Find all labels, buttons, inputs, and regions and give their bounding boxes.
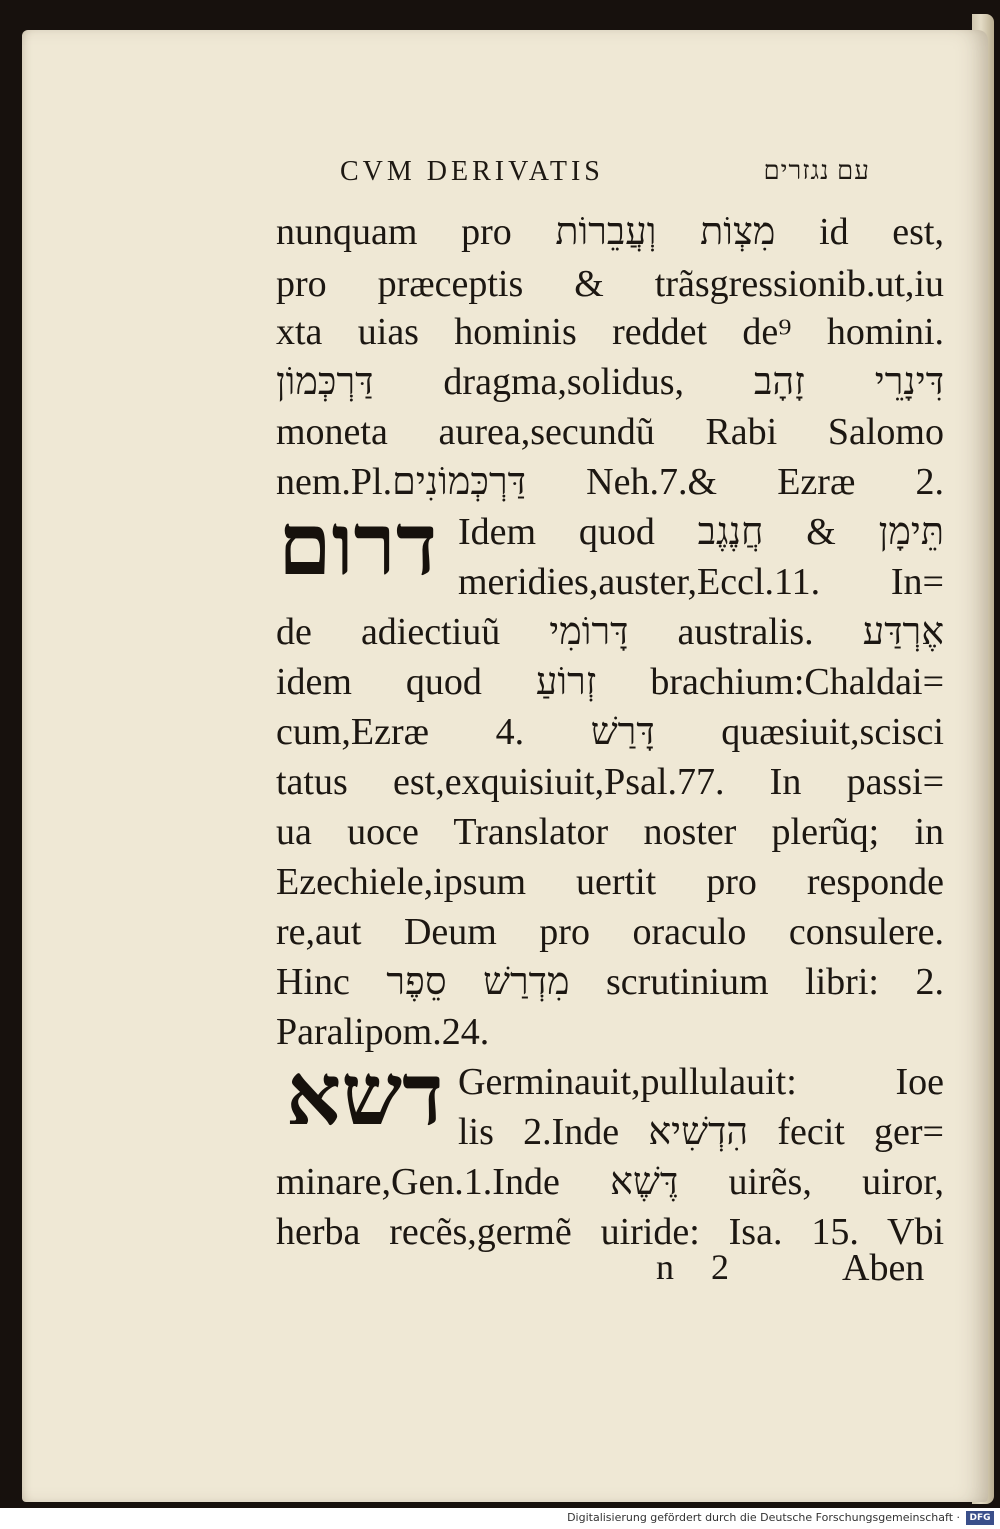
catchword: Aben [842, 1247, 925, 1289]
text-line: pro præceptis & trãsgressionib.ut,iu [276, 263, 944, 305]
text-line: tatus est,exquisiuit,Psal.77. In passi= [276, 761, 944, 803]
text-line: herba recẽs,germẽ uiride: Isa. 15. Vbi [276, 1211, 944, 1253]
text-line: Germinauit,pullulauit: Ioe [458, 1061, 944, 1103]
signature-mark: n 2 [656, 1247, 743, 1287]
text-line: Idem quod תֵּימָן & חֲנֶגֶב [458, 511, 944, 553]
credit-bar [0, 1508, 1000, 1529]
text-line: de adiectiuũ דָּרוֹמִי australis. אֶרְדַּע [276, 611, 944, 653]
entry-head-dervm: דרום [278, 497, 438, 593]
text-line: lis 2.Inde הִדְשִׁיא fecit ger= [458, 1111, 944, 1153]
text-line: דַּרְכְּמוֹן dragma,solidus, דִּינָרֵי זָהָב [276, 361, 944, 403]
text-line: nunquam pro מִצְוֹת וְעֲבֵרוֹת id est, [276, 211, 944, 253]
text-line: Hinc מִדְרַשׁ סֵפֶר scrutinium libri: 2. [276, 961, 944, 1003]
running-head-hebrew: עם נגזרים [763, 156, 870, 185]
text-line: cum,Ezræ 4. דָּרַשׁ quæsiuit,scisci [276, 711, 944, 753]
text-line: minare,Gen.1.Inde דֶּשֶׁא uirẽs, uiror, [276, 1161, 944, 1203]
text-line: idem quod זְרוֹעַ brachium:Chaldai= [276, 661, 944, 703]
credit-text: Digitalisierung gefördert durch die Deutsche Forschungsgemeinschaft · [567, 1511, 960, 1524]
text-line: xta uias hominis reddet de⁹ homini. [276, 311, 944, 353]
running-head-latin: CVM DERIVATIS [340, 156, 604, 187]
text-line: ua uoce Translator noster plerũq; in [276, 811, 944, 853]
entry-head-dersha: דשא [286, 1047, 444, 1143]
text-line: nem.Pl.דַּרְכְּמוֹנִים Neh.7.& Ezræ 2. [276, 461, 944, 503]
text-line: moneta aurea,secundũ Rabi Salomo [276, 411, 944, 453]
text-line: Ezechiele,ipsum uertit pro responde [276, 861, 944, 903]
text-line: meridies,auster,Eccl.11. In= [458, 561, 944, 603]
text-line: re,aut Deum pro oraculo consulere. [276, 911, 944, 953]
running-head [340, 156, 870, 196]
text-line: Paralipom.24. [276, 1011, 490, 1053]
dfg-logo-icon: DFG [966, 1511, 994, 1525]
